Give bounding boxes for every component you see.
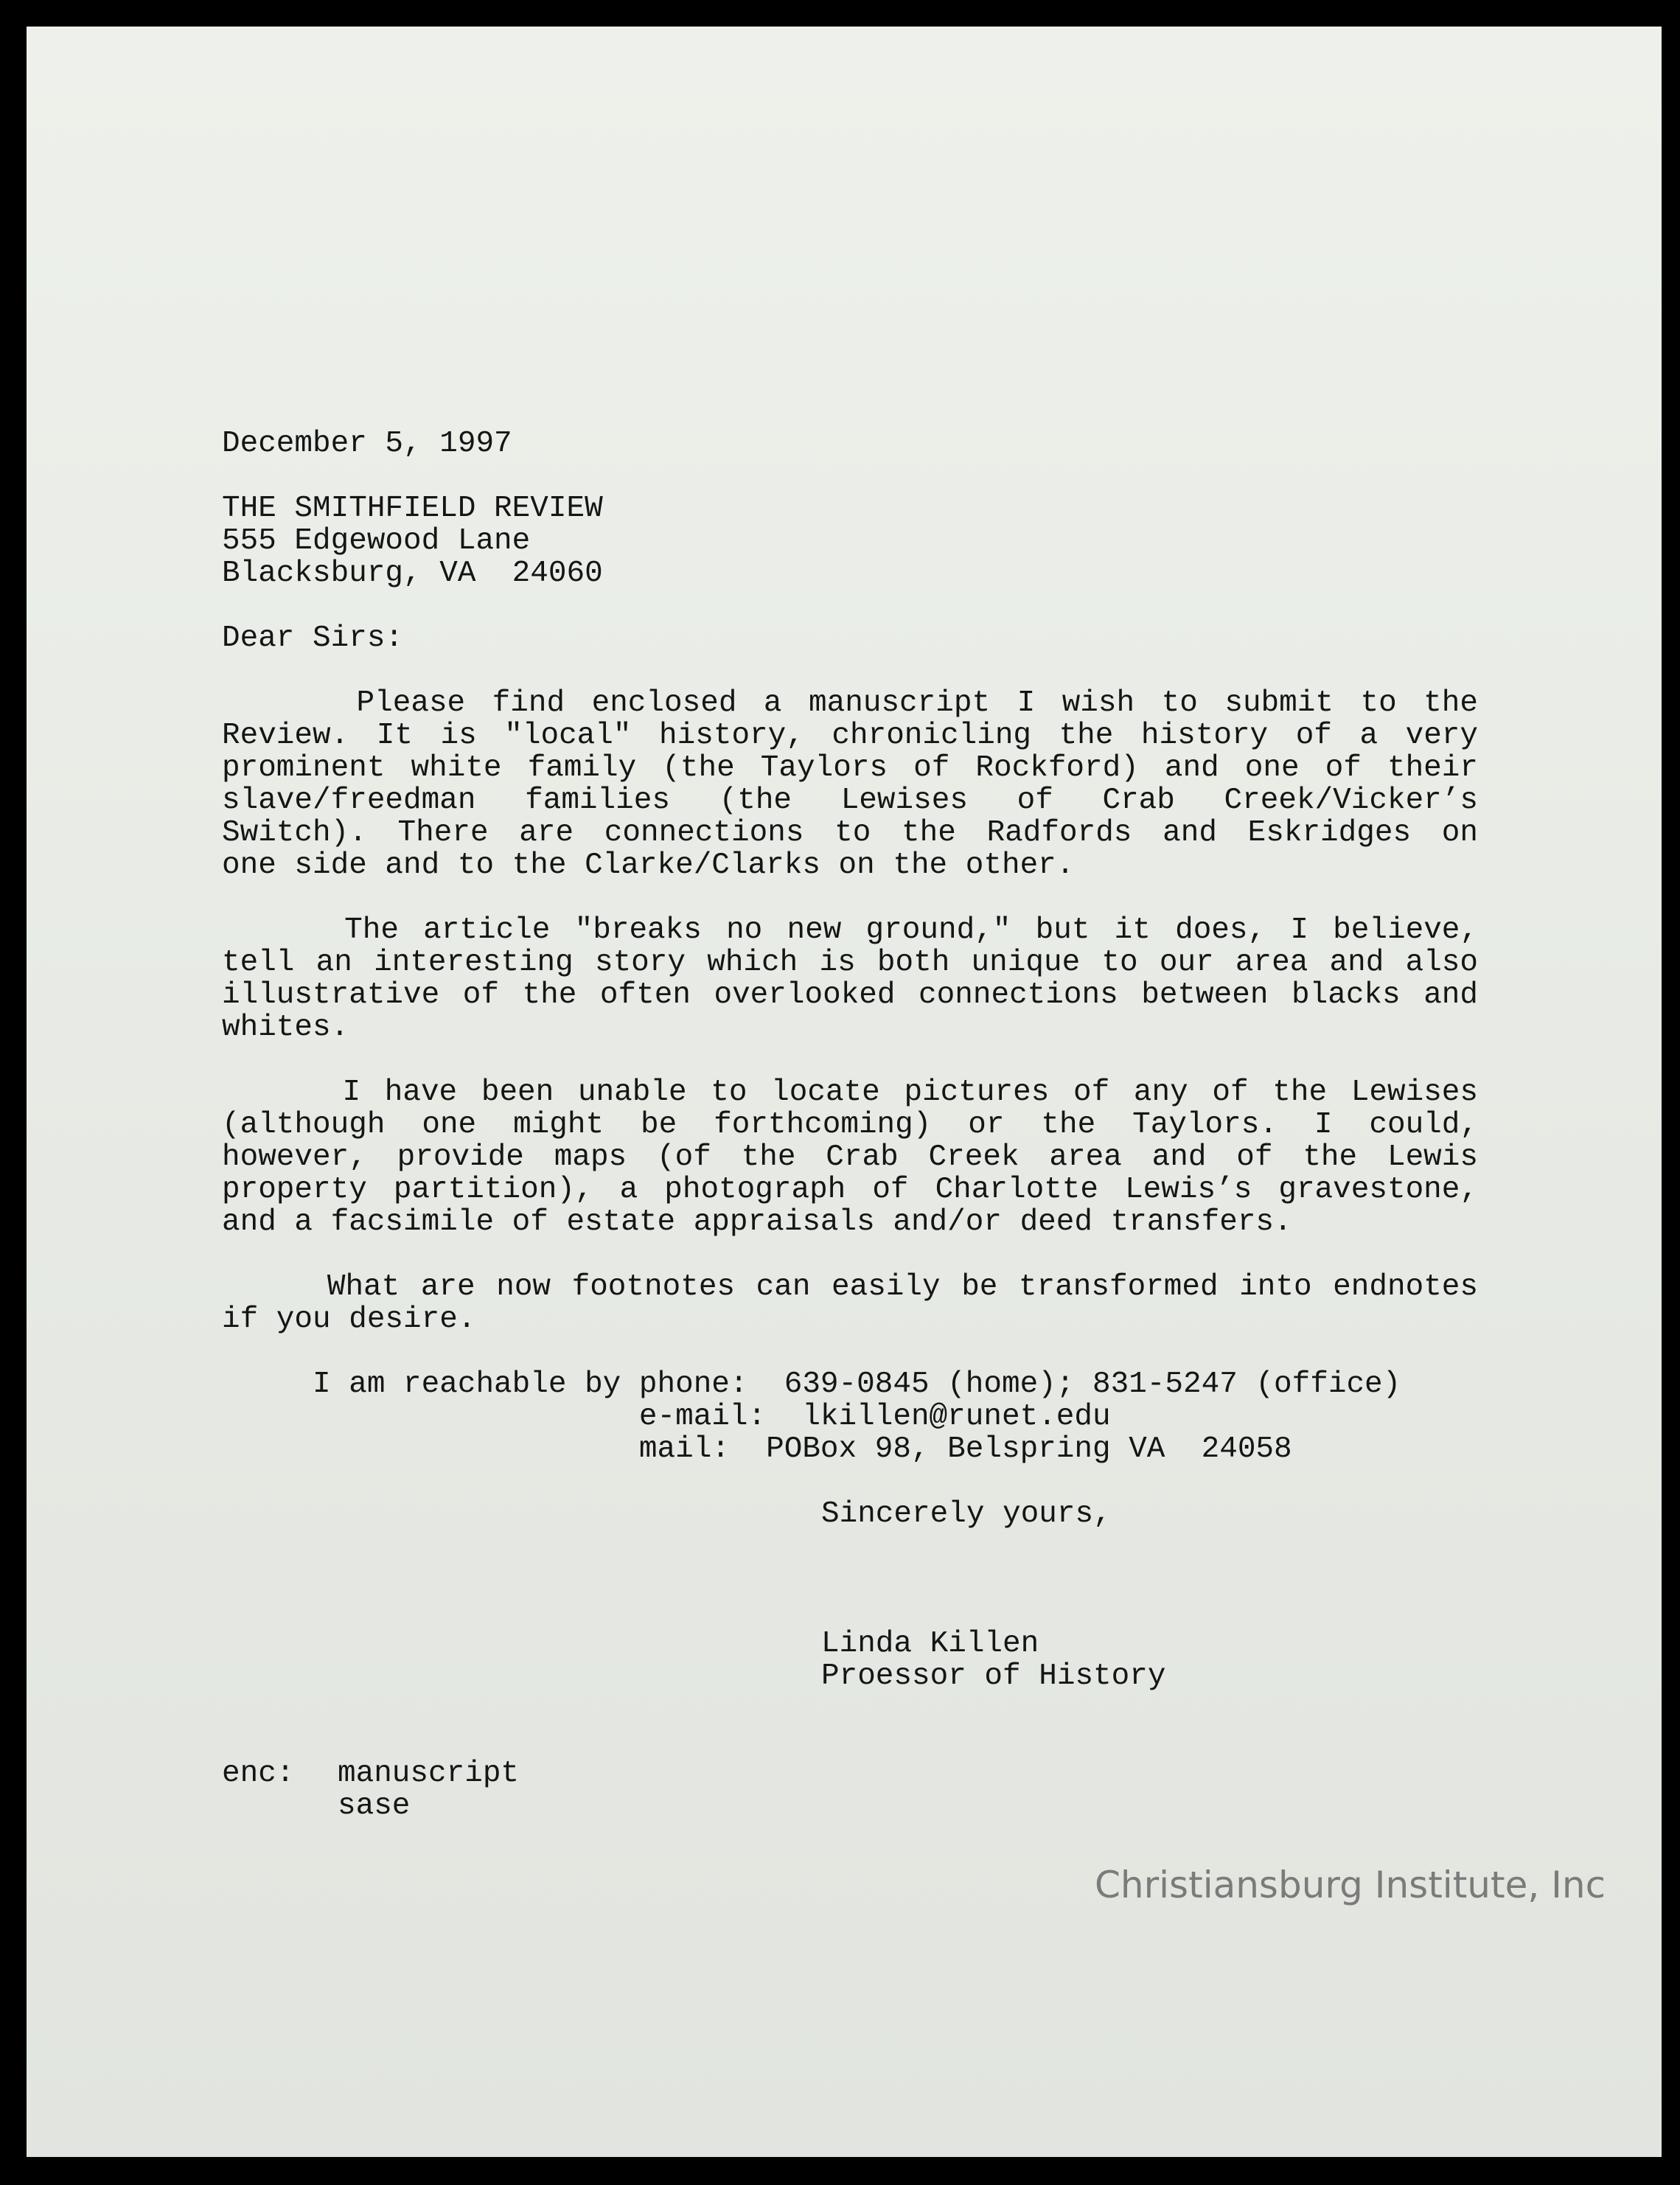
contact-mail: mail: POBox 98, Belspring VA 24058 <box>222 1432 1292 1466</box>
letter-date: December 5, 1997 <box>222 427 512 461</box>
paragraph-3-line: I have been unable to locate pictures of any of the Lewises <box>222 1076 1478 1109</box>
enclosures-label: enc: <box>222 1757 295 1791</box>
paragraph-4-line: What are now footnotes can easily be transformed into endnotes <box>222 1270 1478 1304</box>
paragraph-1-line: prominent white family (the Taylors of Rockford) and one of their <box>222 751 1478 785</box>
contact-email: e-mail: lkillen@runet.edu <box>222 1400 1111 1434</box>
enclosure-item: sase <box>338 1789 411 1823</box>
signature-title: Proessor of History <box>821 1659 1166 1693</box>
paragraph-2-line: The article "breaks no new ground," but it does, I believe, <box>222 913 1478 947</box>
paragraph-4-line: if you desire. <box>222 1303 476 1337</box>
enclosure-item: manuscript <box>338 1757 520 1791</box>
contact-phone: I am reachable by phone: 639-0845 (home); 831-5247 (office) <box>222 1367 1401 1401</box>
paragraph-3-line: property partition), a photograph of Charlotte Lewis’s gravestone, <box>222 1173 1478 1207</box>
paragraph-1-line: Switch). There are connections to the Radfords and Eskridges on <box>222 816 1478 850</box>
recipient-name: THE SMITHFIELD REVIEW <box>222 492 603 526</box>
paper-sheet <box>27 27 1662 2157</box>
paragraph-3-line: and a facsimile of estate appraisals and/or deed transfers. <box>222 1205 1292 1239</box>
paragraph-2-line: illustrative of the often overlooked connections between blacks and <box>222 978 1478 1012</box>
watermark: Christiansburg Institute, Inc <box>1095 1864 1606 1906</box>
paragraph-1-line: slave/freedman families (the Lewises of Crab Creek/Vicker’s <box>222 784 1478 818</box>
recipient-street: 555 Edgewood Lane <box>222 524 531 558</box>
recipient-city: Blacksburg, VA 24060 <box>222 557 603 590</box>
paragraph-1-line: one side and to the Clarke/Clarks on the other. <box>222 848 1075 882</box>
signature-name: Linda Killen <box>821 1627 1039 1661</box>
paragraph-2-line: tell an interesting story which is both unique to our area and also <box>222 946 1478 980</box>
paragraph-3-line: (although one might be forthcoming) or the Taylors. I could, <box>222 1108 1478 1142</box>
paragraph-2-line: whites. <box>222 1011 349 1045</box>
closing: Sincerely yours, <box>821 1497 1112 1531</box>
paragraph-1-line: Please find enclosed a manuscript I wish to submit to the <box>222 686 1478 720</box>
salutation: Dear Sirs: <box>222 621 404 655</box>
paragraph-1-line: Review. It is "local" history, chronicling the history of a very <box>222 719 1478 753</box>
paragraph-3-line: however, provide maps (of the Crab Creek area and of the Lewis <box>222 1140 1478 1174</box>
